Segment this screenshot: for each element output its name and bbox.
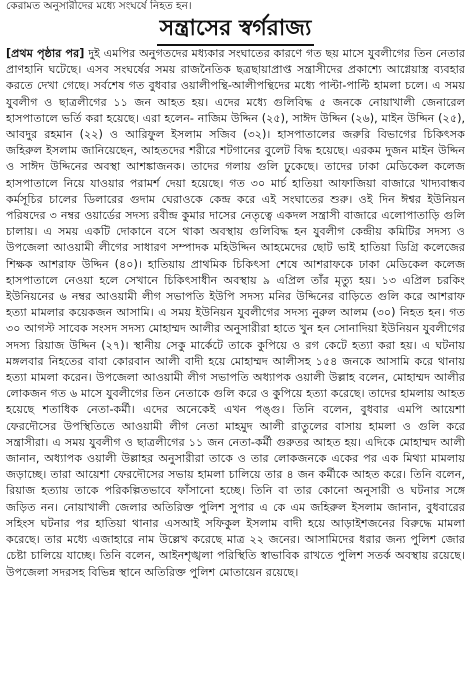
article-headline: সন্ত্রাসের স্বর্গরাজ্য (157, 12, 315, 46)
continued-from-label: [প্রথম পৃষ্ঠার পর] (6, 47, 85, 60)
article-text: দুই এমপির অনুগতদের মধ্যকার সংঘাতের কারণে গত ছয় মাসে যুবলীগের তিন নেতার প্রাণহানি ঘটেছে। এসব সংঘর্ষের সময় রাজনৈতিক ছত্রছায়াপ্রাপ্ত সন্ত্রাসীদের প্রকাশ্যে আগ্নেয়াস্ত্র ব্যবহার করতে দেখা গেছে। সর্বশেষ গত বুধবার ওয়ালীপন্থি-আলীপন্থিদের মধ্যে পাল্টা-পাল্টি হামলা চলে। এ সময় যুবলীগ ও ছাত্রলীগের ১১ জন আহত হয়। এদের মধ্যে গুলিবিদ্ধ ৫ জনকে নোয়াখালী জেনারেল হাসপাতালে ভর্তি করা হয়েছে। এরা হলেন- নাজিম উদ্দিন (২৫), সাঈদ উদ্দিন (২৬), মাইন উদ্দিন (২৫), আবদুর রহমান (২২) ও আরিফুল ইসলাম সজিব (৩২)। হাসপাতালের জরুরি বিভাগের চিকিৎসক জহিরুল ইসলাম জানিয়েছেন, আহতদের শরীরে শটগানের বুলেট বিদ্ধ হয়েছে। এরকম দুজন মাইন উদ্দিন ও সাঈদ উদ্দিনের অবস্থা আশঙ্কাজনক। তাদের গলায় গুলি ঢুকেছে। তাদের ঢাকা মেডিকেল কলেজ হাসপাতালে নিয়ে যাওয়ার পরামর্শ দেয়া হয়েছে। গত ৩০ মার্চ হাতিয়া আফাজিয়া বাজারে খাদ্যবান্ধব কর্মসূচির চালের ডিলারের গুদাম ঘেরাওকে কেন্দ্র করে এই সংঘাতের শুরু। ওই দিন ঈশ্বর ইউনিয়ন পরিষদের ৩ নম্বর ওয়ার্ডের সদস্য রবীন্দ্র কুমার দাসের নেতৃত্বে একদল সন্ত্রাসী বাজারে এলোপাতাড়ি গুলি চালায়। এ সময় একটি দোকানে বসে থাকা অবস্থায় গুলিবিদ্ধ হন যুবলীগ কেন্দ্রীয় কমিটির সদস্য ও উপজেলা আওয়ামী লীগের সাধারণ সম্পাদক মহিউদ্দিন আহমেদের ছোট ভাই হাতিয়া ডিগ্রি কলেজের শিক্ষক আশরাফ উদ্দিন (৪০)। হাতিয়ায় প্রাথমিক চিকিৎসা শেষে আশরাফকে ঢাকা মেডিকেল কলেজ হাসপাতালে নেওয়া হলে সেখানে চিকিৎসাধীন অবস্থায় ৯ এপ্রিল তাঁর মৃত্যু হয়। ১৩ এপ্রিল চরকিং ইউনিয়নের ৬ নম্বর আওয়ামী লীগ সভাপতি ইউপি সদস্য মনির উদ্দিনের বাড়িতে গুলি করে আশরাফ হত্যা মামলার কয়েকজন আসামি। এ সময় ইউনিয়ন যুবলীগের সদস্য নুরুল আলম (৩০) নিহত হন। গত ৩০ আগস্ট সাবেক সংসদ সদস্য মোহাম্মদ আলীর অনুসারীরা হাতে খুন হন সোনাদিয়া ইউনিয়ন যুবলীগের সদস্য রিয়াজ উদ্দিন (২৭)। স্থানীয় সেকু মার্কেটে তাকে কুপিয়ে ও রগ কেটে হত্যা করা হয়। এ ঘটনায় মঙ্গলবার নিহতের বাবা কোরবান আলী বাদী হয়ে মোহাম্মদ আলীসহ ১৫৪ জনকে আসামি করে থানায় হত্যা মামলা করেন। উপজেলা আওয়ামী লীগ সভাপতি অধ্যাপক ওয়ালী উল্লাহ বলেন, মোহাম্মদ আলীর লোকজন গত ৬ মাসে যুবলীগের তিন নেতাকে গুলি করে ও কুপিয়ে হত্যা করেছে। তাদের হামলায় আহত হয়েছে শতাধিক নেতা-কর্মী। এদের অনেকেই এখন পঙ্গু। তিনি বলেন, বুধবার এমপি আয়েশা ফেরদৌসের উপস্থিতিতে আওয়ামী লীগ নেতা মাহমুদ আলী রাতুলের বাসায় হামলা ও গুলি করে সন্ত্রাসীরা। এ সময় যুবলীগ ও ছাত্রলীগের ১১ জন নেতা-কর্মী গুরুতর আহত হয়। এদিকে মোহাম্মদ আলী জানান, অধ্যাপক ওয়ালী উল্লাহর অনুসারীরা তাকে ও তার লোকজনকে একের পর এক মিথ্যা মামলায় জড়াচ্ছে। তারা আয়েশা ফেরদৌসের সভায় হামলা চালিয়ে তার ৪ জন কর্মীকে আহত করে। তিনি বলেন, রিয়াজ হত্যায় তাকে পরিকল্পিতভাবে ফাঁসানো হচ্ছে। তিনি বা তার কোনো অনুসারী ও ঘটনার সঙ্গে জড়িত নন। নোয়াখালী জেলার অতিরিক্ত পুলিশ সুপার এ কে এম জহিরুল ইসলাম জানান, বুধবারের সহিংস ঘটনার পর হাতিয়া থানার এসআই সফিকুল ইসলাম বাদী হয়ে আড়াইশজনের বিরুদ্ধে মামলা করেছে। তার মধ্যে এজাহারে নাম উল্লেখ করেছে মাত্র ২২ জনের। আসামিদের ধরার জন্য পুলিশ জোর চেষ্টা চালিয়ে যাচ্ছে। তিনি বলেন, আইনশৃঙ্খলা পরিস্থিতি স্বাভাবিক রাখতে পুলিশ সতর্ক অবস্থায় রয়েছে। উপজেলা সদরসহ বিভিন্ন স্থানে অতিরিক্ত পুলিশ মোতায়েন রয়েছে। (6, 47, 465, 579)
article-body (6, 46, 465, 694)
previous-article-tail: কেরামত অনুসারীদের মধ্যে সংঘর্ষে নিহত হন। (6, 0, 192, 12)
headline-container (6, 12, 465, 44)
